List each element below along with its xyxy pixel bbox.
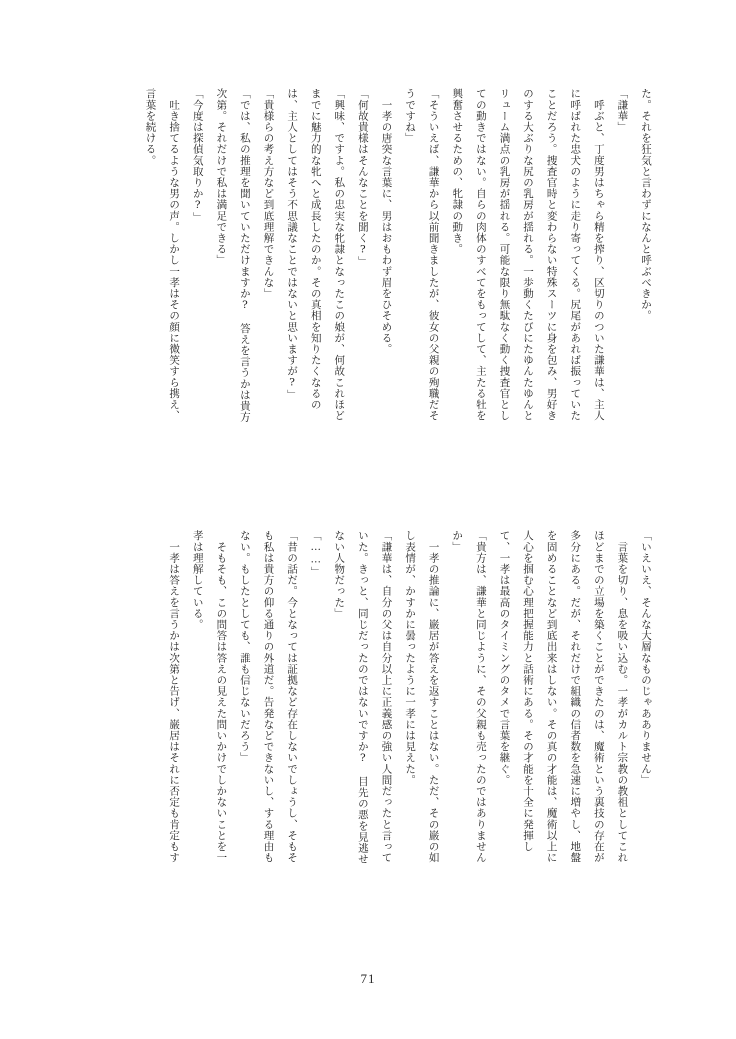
text-column: 一孝の唐突な言葉に、男はおもわず眉をひそめる。 — [380, 88, 393, 355]
text-column: か」 — [451, 530, 464, 553]
text-column: 人心を掴む心理把握能力と話術にある。その才能を十全に発揮し — [522, 530, 535, 852]
text-column: 呼ぶと、丁度男はちゃら精を搾り、区切りのついた謙華は、主人 — [592, 88, 605, 421]
text-column: 孝は理解している。 — [191, 530, 204, 630]
text-column: 多分にある。だが、それだけで組織の信者数を急速に増やし、地盤 — [569, 530, 582, 863]
text-column: 「興味、ですよ。私の忠実な牝隷となったこの娘が、何故これほど — [333, 88, 346, 421]
text-column: に呼ばれた忠犬のように走り寄ってくる。尻尾があれば振っていた — [569, 88, 582, 421]
text-column: ない。もしたとしても、誰も信じないだろう」 — [238, 530, 251, 764]
text-column: 一孝の推論に、巌居が答えを返すことはない。ただ、その巌の如 — [427, 530, 440, 863]
lower-text-block — [159, 530, 654, 950]
text-column: のする大ぶりな尻の乳房が揺れる。一歩動くたびにたゆんたゆんと — [522, 88, 535, 421]
text-column: 次第。それだけで私は満足できる」 — [215, 88, 228, 266]
text-column: 「謙華」 — [616, 88, 629, 133]
text-column: ことだろう。捜査官時と変わらない特殊スーツに身を包み、男好き — [545, 88, 558, 421]
text-column: 「……」 — [309, 530, 322, 578]
text-column: 「いえいえ、そんな大層なものじゃあありません」 — [640, 530, 652, 786]
text-column: ての動きではない。自らの肉体のすべてをもってして、主たる牡を — [474, 88, 487, 421]
text-column: いた。きっと、同じだったのではないですか? 目先の悪を見逃せ — [356, 530, 369, 865]
text-column: は、主人としてはそう不思議なことではないと思いますが?」 — [286, 88, 299, 401]
text-column: 「昔の話だ。今となっては証拠など存在しないでしょうし、そもそ — [286, 530, 299, 863]
text-column: て、一孝は最高のタイミングのタメで言葉を継ぐ。 — [498, 530, 511, 786]
text-column: し表情が、かすかに曇ったように一孝には見えた。 — [404, 530, 417, 786]
text-column: を固めることなど到底出来はしない。その真の才能は、魔術以上に — [545, 530, 558, 863]
text-column: 「では、私の推理を聞いていただけますか? 答えを言うかは貴方 — [238, 88, 251, 423]
text-column: 興奮させるための、牝隷の動き。 — [451, 88, 464, 255]
text-column: 一孝は答えを言うかは次第と告げ、巌居はそれに否定も肯定もす — [168, 530, 181, 863]
text-column: 言葉を続ける。 — [144, 88, 157, 166]
text-column: 「今度は探偵気取りか?」 — [191, 88, 204, 223]
text-column: リューム満点の乳房が揺れる。可能な限り無駄なく動く捜査官とし — [498, 88, 511, 421]
upper-text-block — [135, 88, 654, 508]
text-column: 「そういえば、謙華から以前聞きましたが、彼女の父親の殉職だそ — [427, 88, 440, 421]
text-column: 「貴様らの考え方など到底理解できんな」 — [262, 88, 275, 299]
page-number: 71 — [360, 971, 376, 986]
text-column: そもそも、この問答は答えの見えた問いかけでしかないことを一 — [215, 530, 228, 863]
text-column: ない人物だった」 — [333, 530, 346, 619]
text-column: も私は貴方の仰る通りの外道だ。告発などできないし、する理由も — [262, 530, 275, 863]
text-column: ほどまでの立場を築くことができたのは、魔術という裏技の存在が — [592, 530, 605, 863]
text-column: 「謙華は、自分の父は自分以上に正義感の強い人間だったと言って — [380, 530, 393, 863]
text-column: 言葉を切り、息を吸い込む。一孝がカルト宗教の教祖としてこれ — [616, 530, 629, 863]
text-column: までに魅力的な牝へと成長したのか。その真相を知りたくなるの — [309, 88, 322, 410]
text-column: 「貴方は、謙華と同じように、その父親も売ったのではありません — [474, 530, 487, 863]
text-column: 吐き捨てるような男の声。しかし一孝はその顔に微笑すら携え、 — [168, 88, 181, 421]
text-column: うですね」 — [404, 88, 417, 144]
text-column: た。それを狂気と言わずになんと呼ぶべきか。 — [640, 88, 652, 322]
text-column: 「何故貴様はそんなことを聞く?」 — [356, 88, 369, 268]
